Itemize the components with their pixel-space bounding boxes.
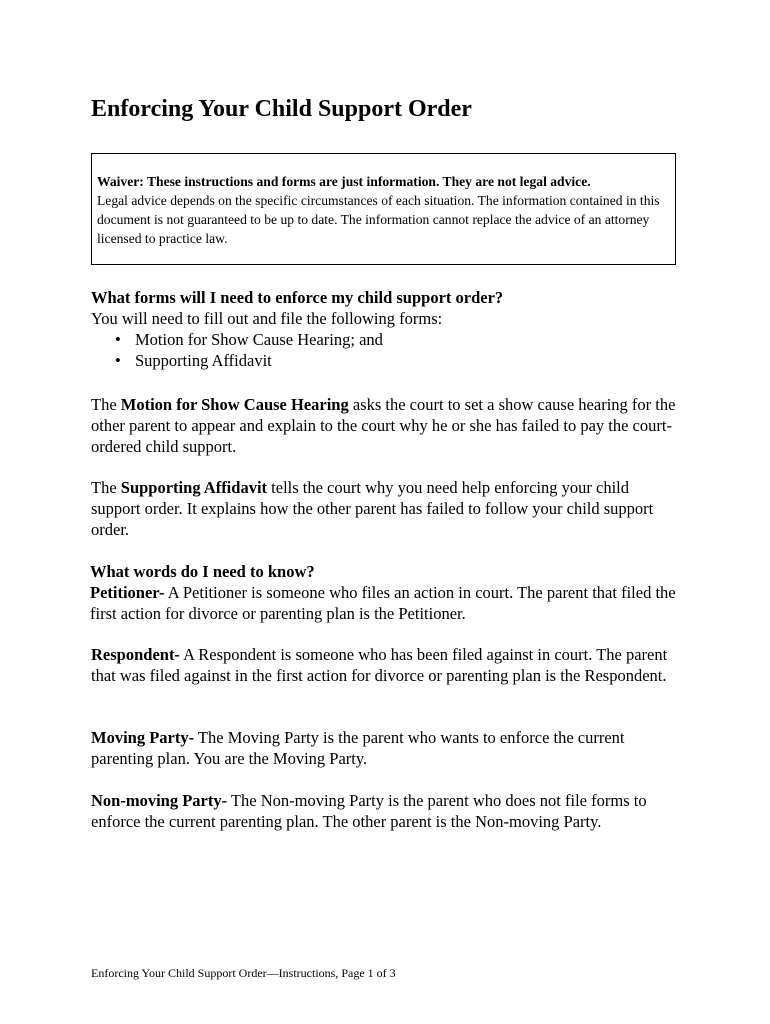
- definition-term: Non-moving Party-: [91, 791, 228, 810]
- definitions-heading: What words do I need to know?: [90, 562, 315, 581]
- affidavit-paragraph: [91, 477, 681, 540]
- definitions-section: [90, 561, 680, 624]
- definition-moving-party: [91, 727, 681, 769]
- motion-pre: The: [91, 395, 121, 414]
- waiver-text: [97, 172, 667, 248]
- list-item: • Supporting Affidavit: [135, 350, 681, 371]
- forms-section: [91, 287, 681, 371]
- definition-text: A Petitioner is someone who files an action in court. The parent that filed the first action for divorce or parenting plan is the Petitioner.: [90, 583, 676, 623]
- definition-term: Moving Party-: [91, 728, 195, 747]
- motion-text: asks the court to set a show cause hearing for the other parent to appear and explain to the court why he or she has failed to pay the court-ordered child support.: [91, 395, 676, 456]
- motion-paragraph: [91, 394, 681, 457]
- waiver-body-text: Legal advice depends on the specific circumstances of each situation. The information contained in this document is not guaranteed to be up to date. The information cannot replace the advice of an attorney licensed to practice law.: [97, 193, 660, 246]
- list-item: • Motion for Show Cause Hearing; and: [135, 329, 681, 350]
- affidavit-pre: The: [91, 478, 121, 497]
- definition-petitioner: [90, 582, 680, 624]
- forms-heading: What forms will I need to enforce my child support order?: [91, 288, 504, 307]
- definition-text: The Moving Party is the parent who wants to enforce the current parenting plan. You are the Moving Party.: [91, 728, 625, 768]
- motion-term: Motion for Show Cause Hearing: [120, 395, 349, 414]
- waiver-box: [91, 153, 676, 265]
- waiver-bold-text: Waiver: These instructions and forms are just information. They are not legal advice.: [97, 174, 591, 189]
- definition-respondent: [91, 644, 681, 686]
- definition-term: Respondent-: [91, 645, 180, 664]
- definition-text: The Non-moving Party is the parent who does not file forms to enforce the current parenting plan. The other parent is the Non-moving Party.: [91, 791, 647, 831]
- definition-term: Petitioner-: [90, 583, 165, 602]
- affidavit-term: Supporting Affidavit: [120, 478, 268, 497]
- page-footer: Enforcing Your Child Support Order—Instructions, Page 1 of 3: [91, 966, 396, 980]
- affidavit-text: tells the court why you need help enforcing your child support order. It explains how the other parent has failed to follow your child support order.: [91, 478, 654, 539]
- forms-intro: You will need to fill out and file the following forms:: [91, 309, 443, 328]
- forms-list: [91, 329, 681, 371]
- definition-non-moving-party: [91, 790, 681, 832]
- definition-text: A Respondent is someone who has been filed against in court. The parent that was filed against in the first action for divorce or parenting plan is the Respondent.: [91, 645, 668, 685]
- page-title: Enforcing Your Child Support Order: [91, 96, 472, 122]
